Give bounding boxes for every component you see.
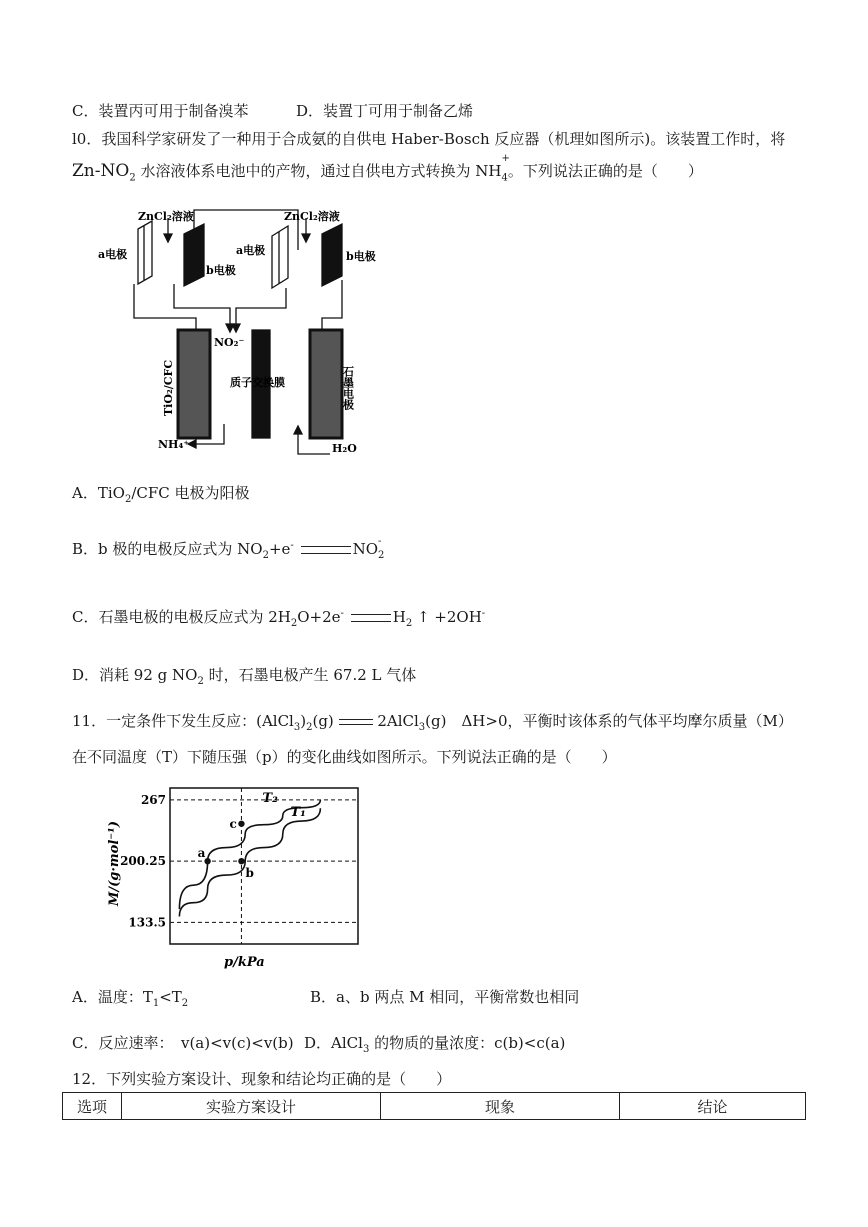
q9-option-c: C．装置丙可用于制备溴苯: [72, 102, 249, 120]
graphite-label: 石墨电极: [341, 366, 355, 410]
q9-option-d: D．装置丁可用于制备乙烯: [296, 102, 474, 120]
q10-option-d: D．消耗 92 g $NO_2$ 时，石墨电极产生 67.2 L 气体: [72, 666, 417, 687]
b-left-label: b电极: [206, 264, 236, 277]
h2o-label: H₂O: [332, 442, 357, 455]
col-header-option: 选项: [63, 1093, 122, 1120]
q10-stem-line1: l0．我国科学家研发了一种用于合成氨的自供电 Haber-Bosch 反应器（机理如图所示)。该装置工作时，将: [72, 130, 786, 148]
col-header-phenomenon: 现象: [381, 1093, 620, 1120]
equilibrium-arrow-icon: [339, 718, 373, 726]
a-left-label: a电极: [98, 248, 128, 261]
a-electrode-left: [138, 221, 152, 284]
q10-option-a: A．TiO$_2$/CFC 电极为阳极: [72, 484, 250, 505]
tio2-label: TiO₂/CFC: [162, 359, 175, 416]
q11-option-b: B．a、b 两点 M 相同，平衡常数也相同: [310, 988, 580, 1006]
no2-label: NO₂⁻: [214, 336, 245, 349]
data-point: [238, 821, 244, 827]
graphite-electrode: [310, 330, 342, 438]
zncl2-left-label: ZnCl₂溶液: [138, 210, 194, 223]
q10-stem-line2: $Zn-NO_2$ 水溶液体系电池中的产物，通过自供电方式转换为 NH + $_4$。下列说法正确的是（ ）: [72, 153, 703, 184]
q11-option-d: D．AlCl$_3$ 的物质的量浓度：c(b)<c(a): [304, 1034, 566, 1055]
x-axis-label: p/kPa: [224, 955, 265, 970]
y-tick-label: 133.5: [128, 915, 166, 930]
plot-frame: [170, 788, 358, 944]
b-right-label: b电极: [346, 250, 376, 263]
equals-sign: [301, 546, 351, 554]
q11-stem-line1: 11．一定条件下发生反应：$(AlCl_3)_2(g)$ 2AlCl$_3$(g) ΔH>0，平衡时该体系的气体平均摩尔质量（M）: [72, 712, 793, 733]
q11-stem-line2: 在不同温度（T）下随压强（p）的变化曲线如图所示。下列说法正确的是（ ）: [72, 748, 617, 766]
q10-option-b: B．b 极的电极反应式为 $NO_2+e^-$ $NO_{2 -}$: [72, 536, 385, 561]
series-label: T₂: [262, 790, 278, 806]
data-point: [238, 858, 244, 864]
q11-option-a: A．温度：$T_1<T_2$: [72, 988, 189, 1009]
q11-option-c: C．反应速率： v(a)<v(c)<v(b): [72, 1034, 294, 1052]
y-tick-label: 200.25: [120, 854, 166, 869]
b-electrode-left: [184, 224, 204, 286]
point-label: b: [245, 866, 254, 881]
y-tick-label: 267: [140, 792, 166, 807]
point-label: a: [197, 846, 206, 861]
q10-option-c: C．石墨电极的电极反应式为 $2H_2O+2e^-$ $H_2$ ↑ +2OH-: [72, 608, 486, 629]
col-header-conclusion: 结论: [620, 1093, 806, 1120]
a-electrode-right: [272, 226, 288, 288]
table-header-row: [63, 1093, 806, 1120]
zncl2-right-label: ZnCl₂溶液: [284, 210, 340, 223]
y-axis-label: M/(g·mol⁻¹): [107, 821, 122, 906]
col-header-design: 实验方案设计: [122, 1093, 381, 1120]
a-right-label: a电极: [236, 244, 266, 257]
q10-electrochem-diagram: [96, 204, 396, 462]
series-label: T₁: [290, 805, 306, 821]
q11-chart: [104, 782, 366, 970]
equals-sign: [351, 614, 391, 622]
q12-stem: 12．下列实验方案设计、现象和结论均正确的是（ ）: [72, 1070, 452, 1088]
q12-table: [62, 1092, 806, 1120]
membrane-label: 质子交换膜: [230, 376, 285, 389]
nh4-label: NH₄⁺: [158, 438, 190, 451]
point-label: c: [229, 816, 237, 831]
tio2-cfc-electrode: [178, 330, 210, 438]
b-electrode-right: [322, 224, 342, 286]
series-line: [179, 808, 320, 916]
